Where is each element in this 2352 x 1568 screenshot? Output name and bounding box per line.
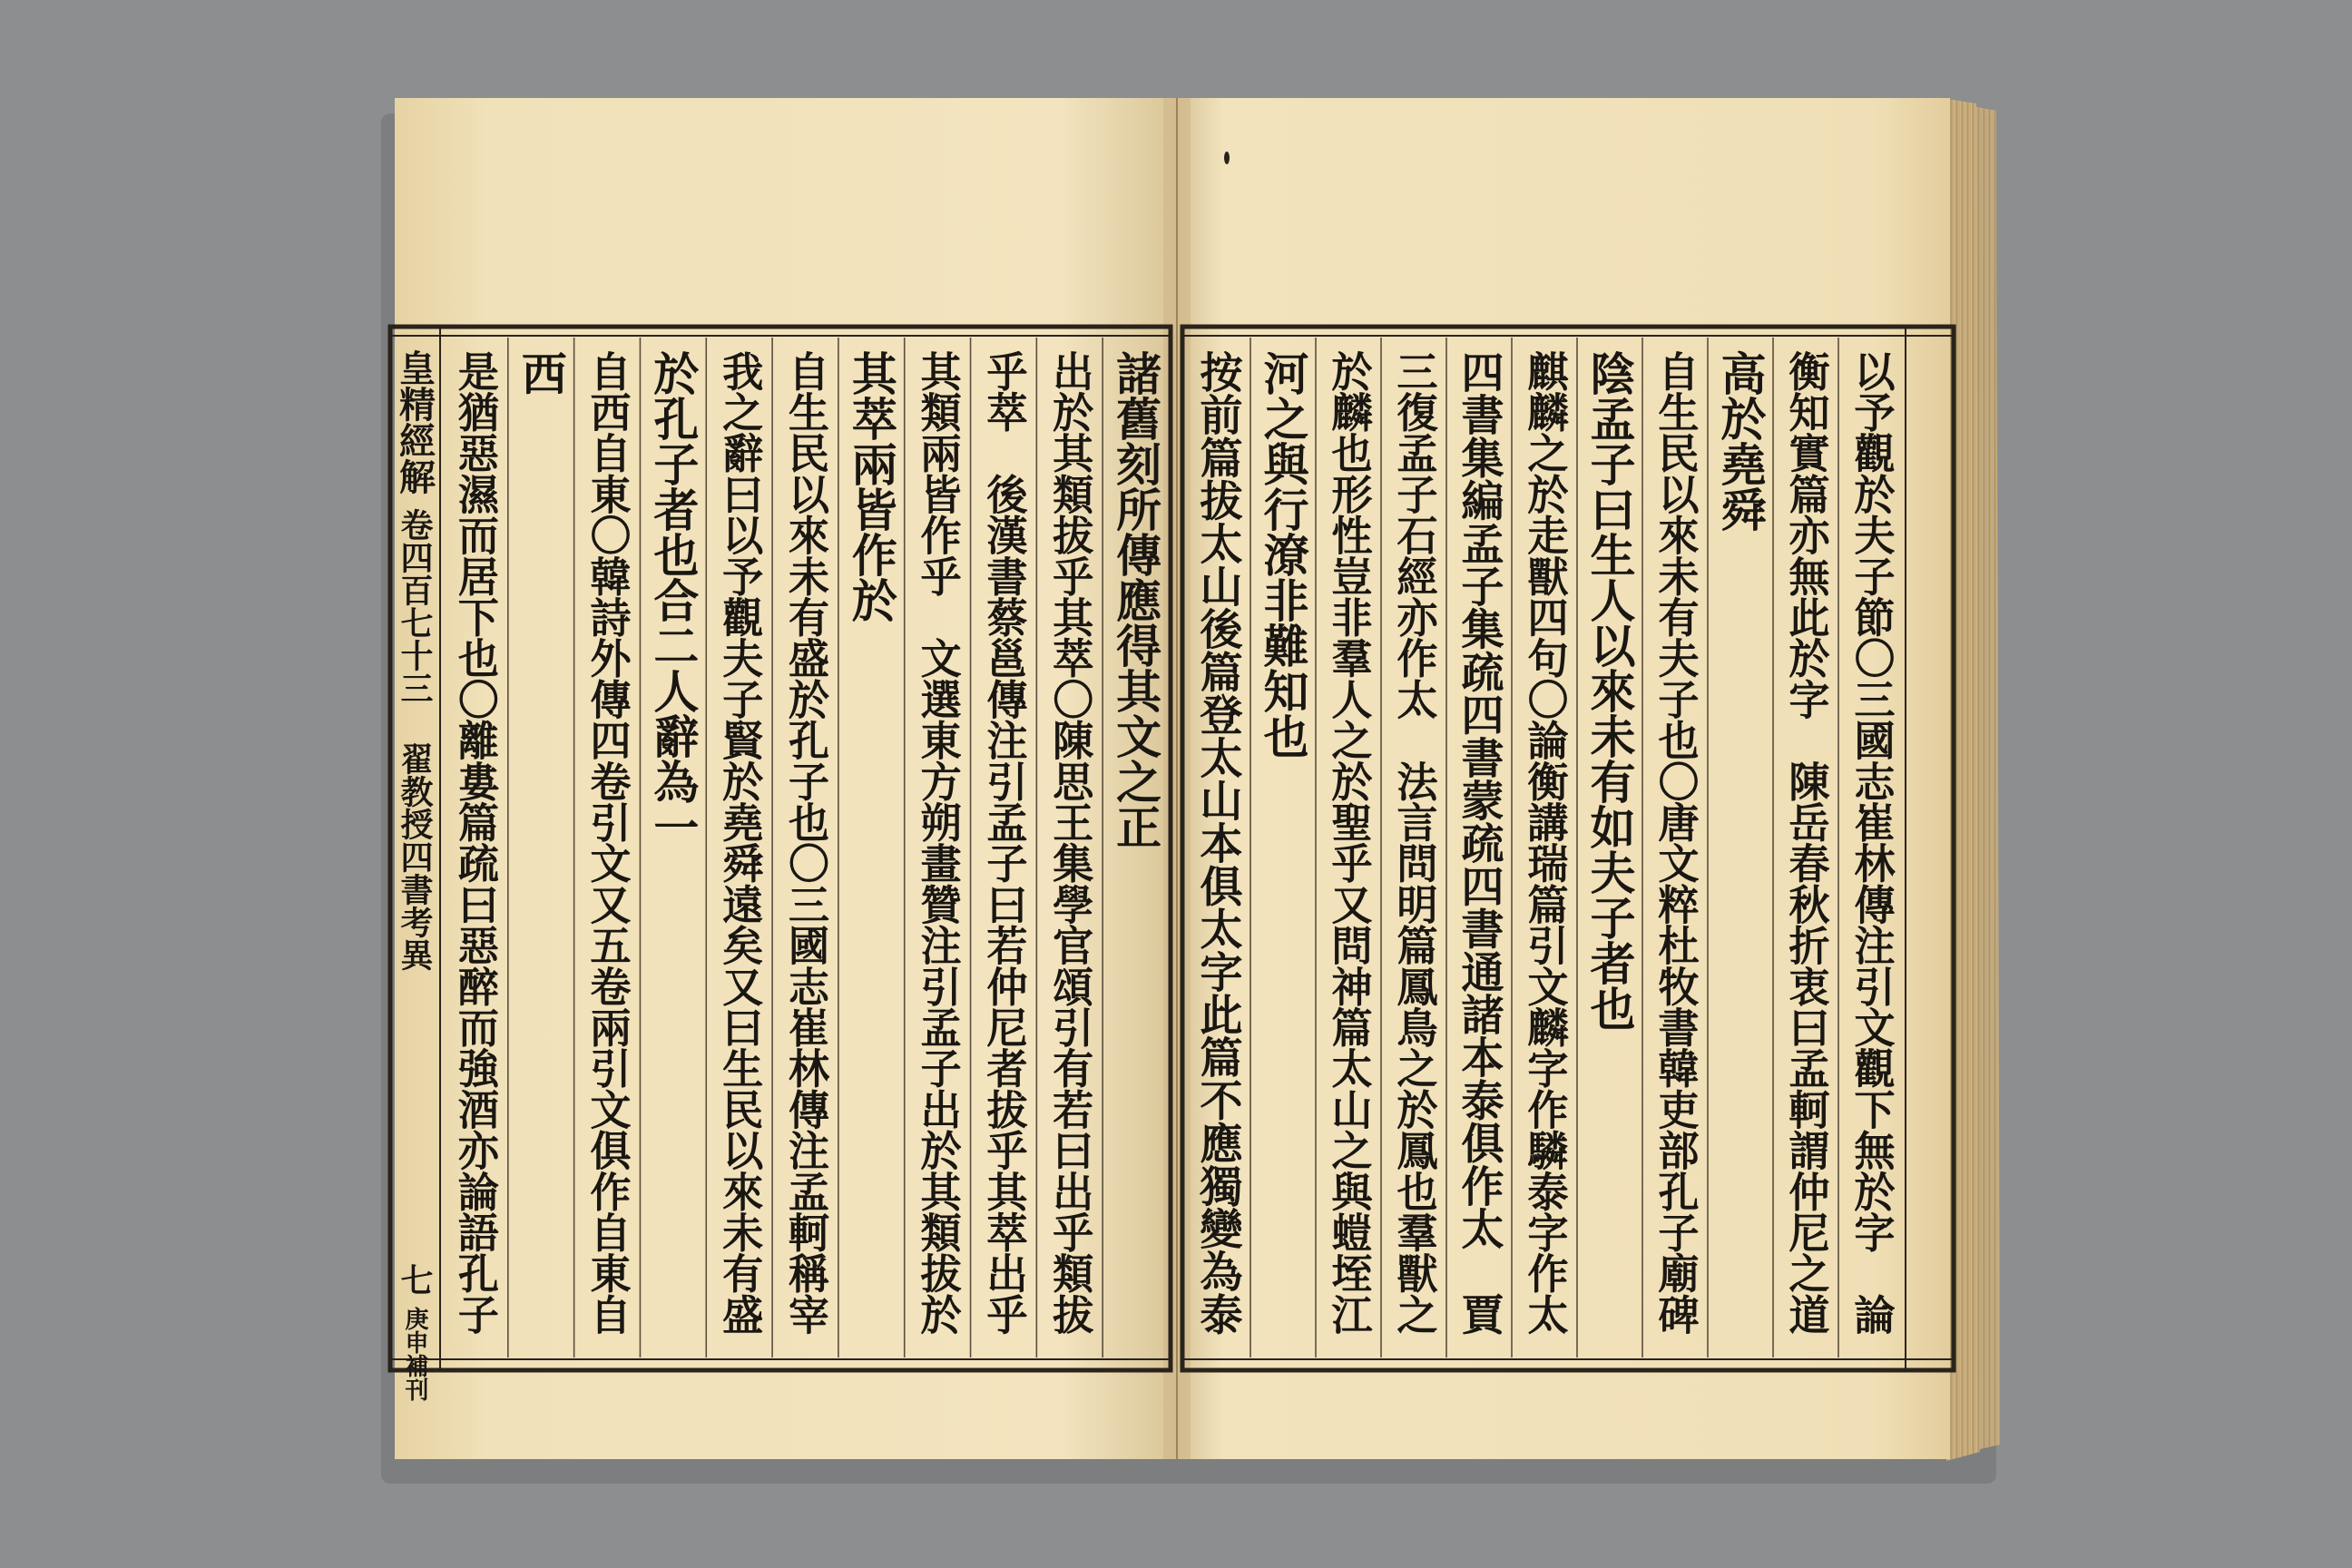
left-column-8: 於孔子者也合二人辭為一	[646, 350, 701, 849]
right-column-11: 按前篇拔太山後篇登太山本俱太字此篇不應獨變為泰	[1192, 350, 1243, 1336]
right-column-2: 衡知實篇亦無此於字 陳岳春秋折衷曰孟軻謂仲尼之道	[1781, 350, 1830, 1335]
page-stack-edge	[1942, 98, 2000, 1461]
left-column-6: 自生民以來未有盛於孔子也〇三國志崔林傳注孟軻稱宰	[781, 350, 829, 1335]
right-column-6: 麒麟之於走獸四句〇論衡講瑞篇引文麟字作驎泰字作太	[1520, 350, 1569, 1335]
page-number: 七	[396, 1263, 434, 1296]
left-column-2: 出於其類拔乎其萃〇陳思王集學官頌引有若曰出乎類拔	[1045, 350, 1094, 1335]
left-column-1: 諸舊刻所傳應得其文之正	[1109, 350, 1163, 849]
left-column-4: 其類兩皆作乎 文選東方朔畫贊注引孟子出於其類拔於	[913, 350, 962, 1335]
left-column-11: 是猶惡濕而居下也〇離婁篇疏曰惡醉而強酒亦論語孔子	[450, 350, 499, 1335]
left-column-9: 自西自東〇韓詩外傳四卷引文又五卷兩引文俱作自東自	[583, 350, 632, 1335]
right-column-10: 河之與行潦非難知也	[1256, 350, 1310, 759]
right-column-1: 以予觀於夫子節〇三國志崔林傳注引文觀下無於字 論	[1847, 350, 1896, 1335]
right-column-8: 三復孟子石經亦作太 法言問明篇鳳鳥之於鳳也羣獸之	[1389, 350, 1438, 1335]
right-column-9: 於麟也形性豈非羣人之於聖乎又問神篇太山之與螘垤江	[1324, 350, 1373, 1335]
right-column-5: 陰孟子曰生人以來未有如夫子者也	[1583, 350, 1637, 1031]
volume-title-fragment: 皇精經解	[393, 349, 436, 495]
right-column-7: 四書集編孟子集疏四書蒙疏四書通諸本泰俱作太 賈	[1454, 350, 1504, 1336]
center-strip-text: 卷四百七十三 翟教授四書考異	[396, 508, 434, 971]
reprint-note: 庚申補刊	[401, 1307, 428, 1401]
right-column-4: 自生民以來未有夫子也〇唐文粹杜牧書韓吏部孔子廟碑	[1651, 350, 1700, 1335]
left-column-10: 西	[514, 350, 568, 396]
left-column-5: 其萃兩皆作於	[844, 350, 898, 622]
right-column-3: 高於堯舜	[1713, 350, 1768, 532]
left-column-3: 乎萃 後漢書蔡邕傳注引孟子曰若仲尼者拔乎其萃出乎	[979, 350, 1028, 1335]
ink-spot	[1224, 152, 1230, 164]
left-column-7: 我之辭曰以予觀夫子賢於堯舜遠矣又曰生民以來未有盛	[715, 350, 764, 1335]
